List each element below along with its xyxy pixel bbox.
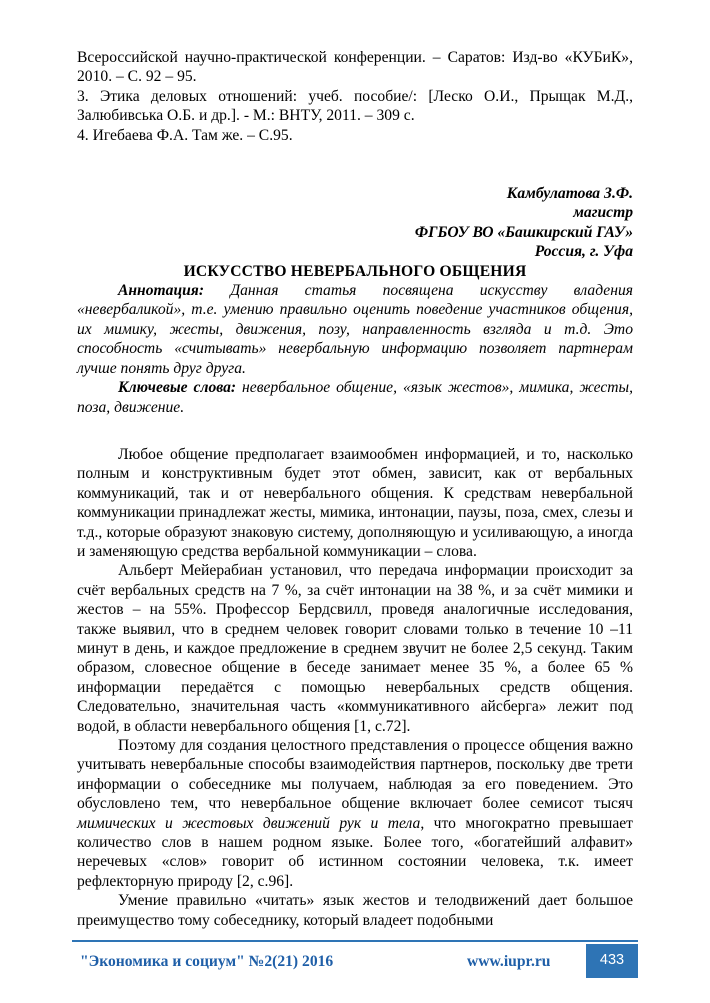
footer-page-number: 433: [586, 944, 638, 978]
keywords: [77, 378, 633, 417]
annotation: [77, 281, 633, 378]
annotation-text: Данная статья посвящена искусству владения «невербаликой», т.е. умению правильно оценить поведение участников общения, их мимику, жесты, движения, позу, направленность взгляда и т.д. Это способность «считывать» невербальную информацию позволяет партнерам лучше понять друг друга.: [77, 282, 633, 377]
reference-continued: Всероссийской научно-практической конференции. – Саратов: Изд-во «КУБиК», 2010. – С. 92 – 95.: [77, 49, 633, 86]
footer-website-link[interactable]: www.iupr.ru: [467, 953, 551, 970]
author-name: Камбулатова З.Ф.: [506, 185, 633, 203]
paragraph-3-part-a: Поэтому для создания целостного представления о процессе общения важно учитывать невербальные способы взаимодействия партнеров, поскольку две трети информации о собеседнике мы получаем, наблюдая за его поведением. Это обусловлено тем, что невербальное общение включает более семисот тысяч: [77, 737, 633, 813]
author-location: Россия, г. Уфа: [534, 243, 633, 261]
reference-4: 4. Игебаева Ф.А. Там же. – С.95.: [77, 126, 293, 144]
footer-journal-title: "Экономика и социум" №2(21) 2016: [80, 953, 334, 970]
paragraph-4: Умение правильно «читать» язык жестов и телодвижений дает большое преимущество тому собеседнику, который владеет подобными: [77, 892, 633, 929]
keywords-label: Ключевые слова:: [118, 379, 237, 397]
paragraph-2: Альберт Мейерабиан установил, что передача информации происходит за счёт вербальных средств на 7 %, за счёт интонации на 38 %, и за счёт мимики и жестов – на 55%. Профессор Бердсвилл, проведя аналогичные исследования, также выявил, что в среднем человек говорит словами только в течение 10 –11 минут в день, и каждое предложение в среднем звучит не более 2,5 секунд. Таким образом, словесное общение в беседе занимает менее 35 %, а более 65 % информации передаётся с помощью невербальных средств общения. Следовательно, значительная часть «коммуникативного айсберга» лежит под водой, в области невербального общения [1, с.72].: [77, 562, 633, 735]
annotation-label: Аннотация:: [118, 282, 205, 300]
reference-3: 3. Этика деловых отношений: учеб. пособие/: [Леско О.И., Прыщак М.Д., Залюбивська О.Б. и др.]. - М.: ВНТУ, 2011. – 309 с.: [77, 87, 633, 125]
page-footer: [72, 940, 638, 978]
article-title: ИСКУССТВО НЕВЕРБАЛЬНОГО ОБЩЕНИЯ: [183, 262, 527, 280]
paragraph-1: Любое общение предполагает взаимообмен информацией, и то, насколько полным и конструктивным будет этот обмен, зависит, как от вербальных коммуникаций, так и от невербального общения. К средствам невербальной коммуникации принадлежат жесты, мимика, интонации, паузы, поза, смех, слезы и т.д., которые образуют знаковую систему, дополняющую и усиливающую, а иногда и заменяющую средства вербальной коммуникации – слова.: [77, 445, 633, 560]
paragraph-3-emphasis: мимических и жестовых движений рук и тела: [77, 814, 421, 832]
paragraph-3: [77, 736, 633, 891]
author-degree: магистр: [573, 204, 633, 222]
keywords-text: невербальное общение, «язык жестов», мимика, жесты, поза, движение.: [77, 379, 633, 416]
paragraph-3-part-c: , что многократно превышает количество слов в нашем родном языке. Более того, «богатейший алфавит» неречевых «слов» говорит об истинном состоянии человека, т.к. имеет рефлекторную природу [2, с.96].: [77, 814, 633, 890]
page-body: [77, 48, 633, 930]
author-organization: ФГБОУ ВО «Башкирский ГАУ»: [414, 223, 633, 241]
